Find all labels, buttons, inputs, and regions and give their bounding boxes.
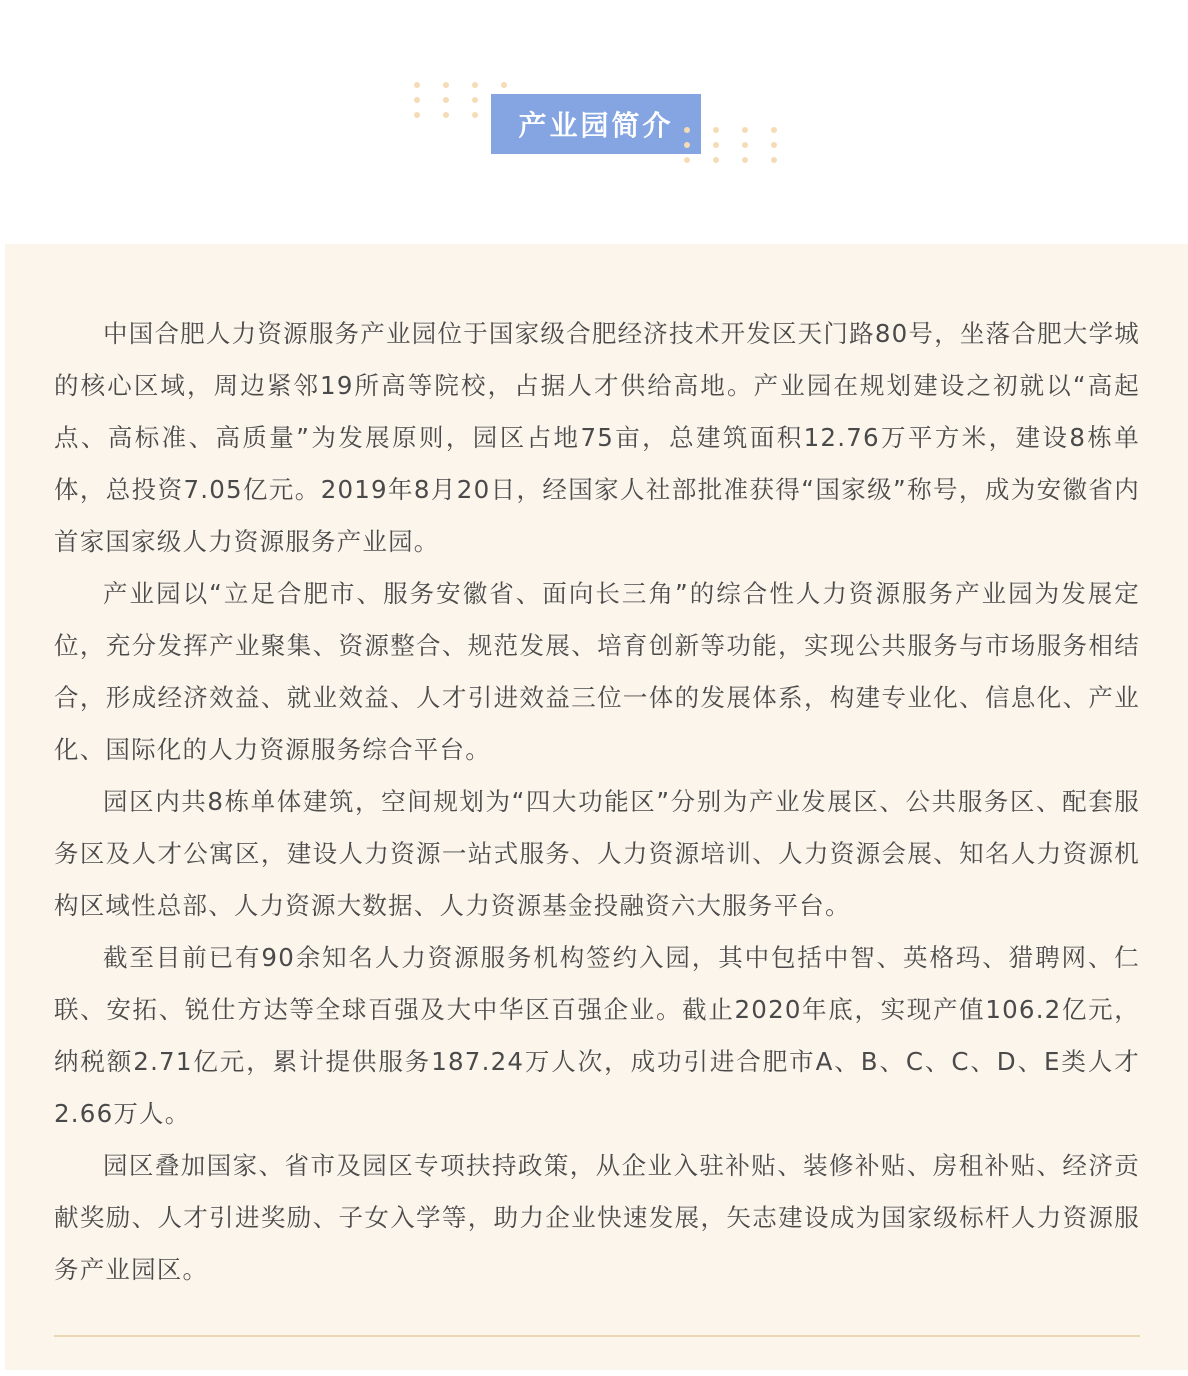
bottom-divider <box>54 1335 1140 1337</box>
paragraph-location: 中国合肥人力资源服务产业园位于国家级合肥经济技术开发区天门路80号，坐落合肥大学城的核心区域，周边紧邻19所高等院校，占据人才供给高地。产业园在规划建设之初就以“高起点、高标准、高质量”为发展原则，园区占地75亩，总建筑面积12.76万平方米，建设8栋单体，总投资7.05亿元。2019年8月20日，经国家人社部批准获得“国家级”称号，成为安徽省内首家国家级人力资源服务产业园。 <box>54 319 1140 556</box>
intro-text <box>54 308 1140 1296</box>
paragraph-policies: 园区叠加国家、省市及园区专项扶持政策，从企业入驻补贴、装修补贴、房租补贴、经济贡献奖励、人才引进奖励、子女入学等，助力企业快速发展，矢志建设成为国家级标杆人力资源服务产业园区。 <box>54 1151 1140 1284</box>
paragraph-achievements: 截至目前已有90余知名人力资源服务机构签约入园，其中包括中智、英格玛、猎聘网、仁联、安拓、锐仕方达等全球百强及大中华区百强企业。截止2020年底，实现产值106.2亿元，纳税额2.71亿元，累计提供服务187.24万人次，成功引进合肥市A、B、C、C、D、E类人才2.66万人。 <box>54 943 1140 1128</box>
paragraph-functional-zones: 园区内共8栋单体建筑，空间规划为“四大功能区”分别为产业发展区、公共服务区、配套服务区及人才公寓区，建设人力资源一站式服务、人力资源培训、人力资源会展、知名人力资源机构区域性总部、人力资源大数据、人力资源基金投融资六大服务平台。 <box>54 787 1140 920</box>
decorative-dots-right <box>684 127 777 163</box>
paragraph-positioning: 产业园以“立足合肥市、服务安徽省、面向长三角”的综合性人力资源服务产业园为发展定位，充分发挥产业聚集、资源整合、规范发展、培育创新等功能，实现公共服务与市场服务相结合，形成经济效益、就业效益、人才引进效益三位一体的发展体系，构建专业化、信息化、产业化、国际化的人力资源服务综合平台。 <box>54 579 1140 764</box>
section-title: 产业园简介 <box>491 94 701 154</box>
content-panel <box>5 244 1188 1370</box>
header-area <box>0 0 1188 244</box>
